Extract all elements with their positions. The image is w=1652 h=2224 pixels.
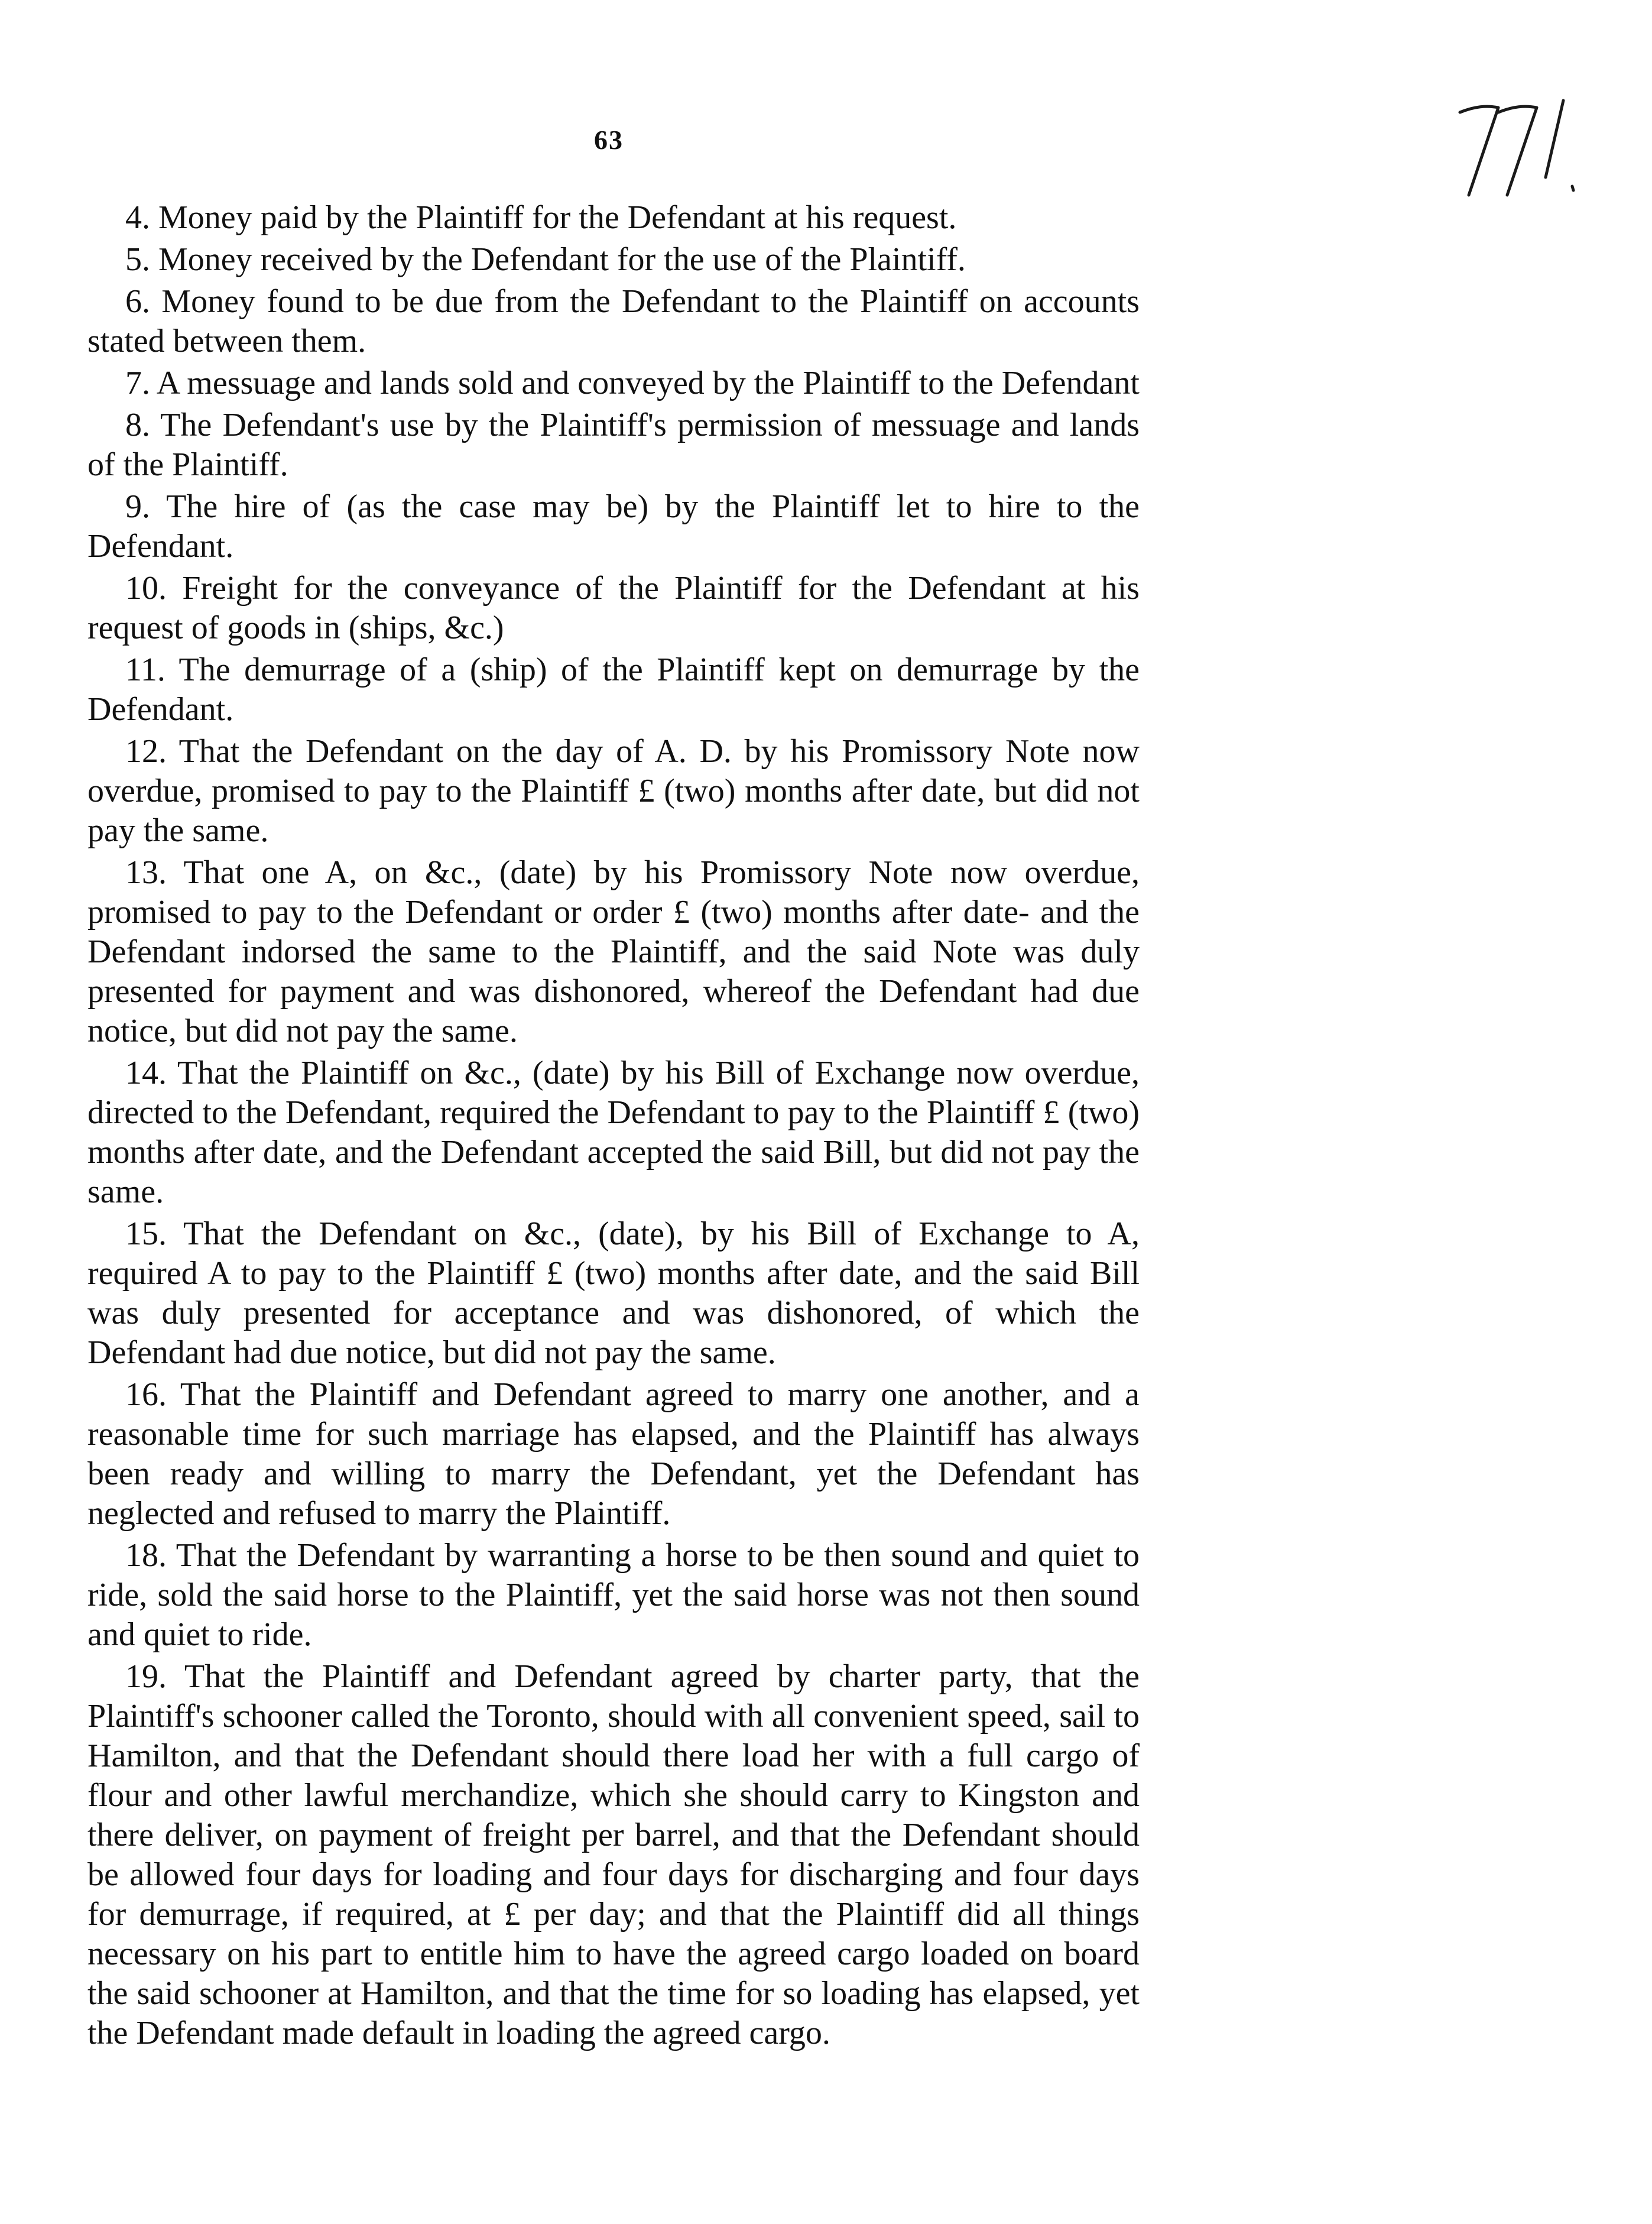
- paragraph: 8. The Defendant's use by the Plaintiff's permission of messuage and lands of the Plaintiff.: [87, 407, 1140, 483]
- paragraph: 4. Money paid by the Plaintiff for the Defendant at his request.: [125, 199, 957, 236]
- paragraph: 11. The demurrage of a (ship) of the Plaintiff kept on demurrage by the Defendant.: [87, 651, 1140, 728]
- handwritten-folio-number: [1442, 89, 1596, 207]
- paragraph: 14. That the Plaintiff on &c., (date) by his Bill of Exchange now overdue, directed to the Defendant, required the Defendant to pay to the Plaintiff £ (two) months after date, and the Defendant accepted the said Bill, but did not pay the same.: [87, 1055, 1140, 1210]
- paragraph: 16. That the Plaintiff and Defendant agreed to marry one another, and a reasonable time for such marriage has elapsed, and the Plaintiff has always been ready and willing to marry the Defendant, yet the Defendant has neglected and refused to marry the Plaintiff.: [87, 1376, 1140, 1532]
- paragraph: 7. A messuage and lands sold and conveyed by the Plaintiff to the Defendant: [125, 365, 1140, 401]
- paragraph: 13. That one A, on &c., (date) by his Promissory Note now overdue, promised to pay to the Defendant or order £ (two) months after date- and the Defendant indorsed the same to the Plaintiff, and the said Note was duly presented for payment and was dishonored, whereof the Defendant had due notice, but did not pay the same.: [87, 854, 1140, 1049]
- paragraph: 9. The hire of (as the case may be) by the Plaintiff let to hire to the Defendant.: [87, 488, 1140, 565]
- paragraph: 15. That the Defendant on &c., (date), by his Bill of Exchange to A, required A to pay to the Plaintiff £ (two) months after date, and the said Bill was duly presented for acceptance and was dishonored, of which the Defendant had due notice, but did not pay the same.: [87, 1215, 1140, 1371]
- paragraph: 18. That the Defendant by warranting a horse to be then sound and quiet to ride, sold the said horse to the Plaintiff, yet the said horse was not then sound and quiet to ride.: [87, 1537, 1140, 1653]
- paragraph: 10. Freight for the conveyance of the Plaintiff for the Defendant at his request of goods in (ships, &c.): [87, 570, 1140, 646]
- page-number: 63: [594, 125, 624, 155]
- paragraph: 19. That the Plaintiff and Defendant agreed by charter party, that the Plaintiff's schooner called the Toronto, should with all convenient speed, sail to Hamilton, and that the Defendant should there load her with a full cargo of flour and other lawful merchandize, which she should carry to Kingston and there deliver, on payment of freight per barrel, and that the Defendant should be allowed four days for loading and four days for discharging and four days for demurrage, if required, at £ per day; and that the Plaintiff did all things necessary on his part to entitle him to have the agreed cargo loaded on board the said schooner at Hamilton, and that the time for so loading has elapsed, yet the Defendant made default in loading the agreed cargo.: [87, 1658, 1140, 2051]
- page-body: [87, 198, 1140, 2053]
- paragraph: 12. That the Defendant on the day of A. D. by his Promissory Note now overdue, promised to pay to the Plaintiff £ (two) months after date, but did not pay the same.: [87, 733, 1140, 849]
- paragraph: 6. Money found to be due from the Defendant to the Plaintiff on accounts stated between them.: [87, 283, 1140, 359]
- paragraph: 5. Money received by the Defendant for the use of the Plaintiff.: [125, 241, 966, 278]
